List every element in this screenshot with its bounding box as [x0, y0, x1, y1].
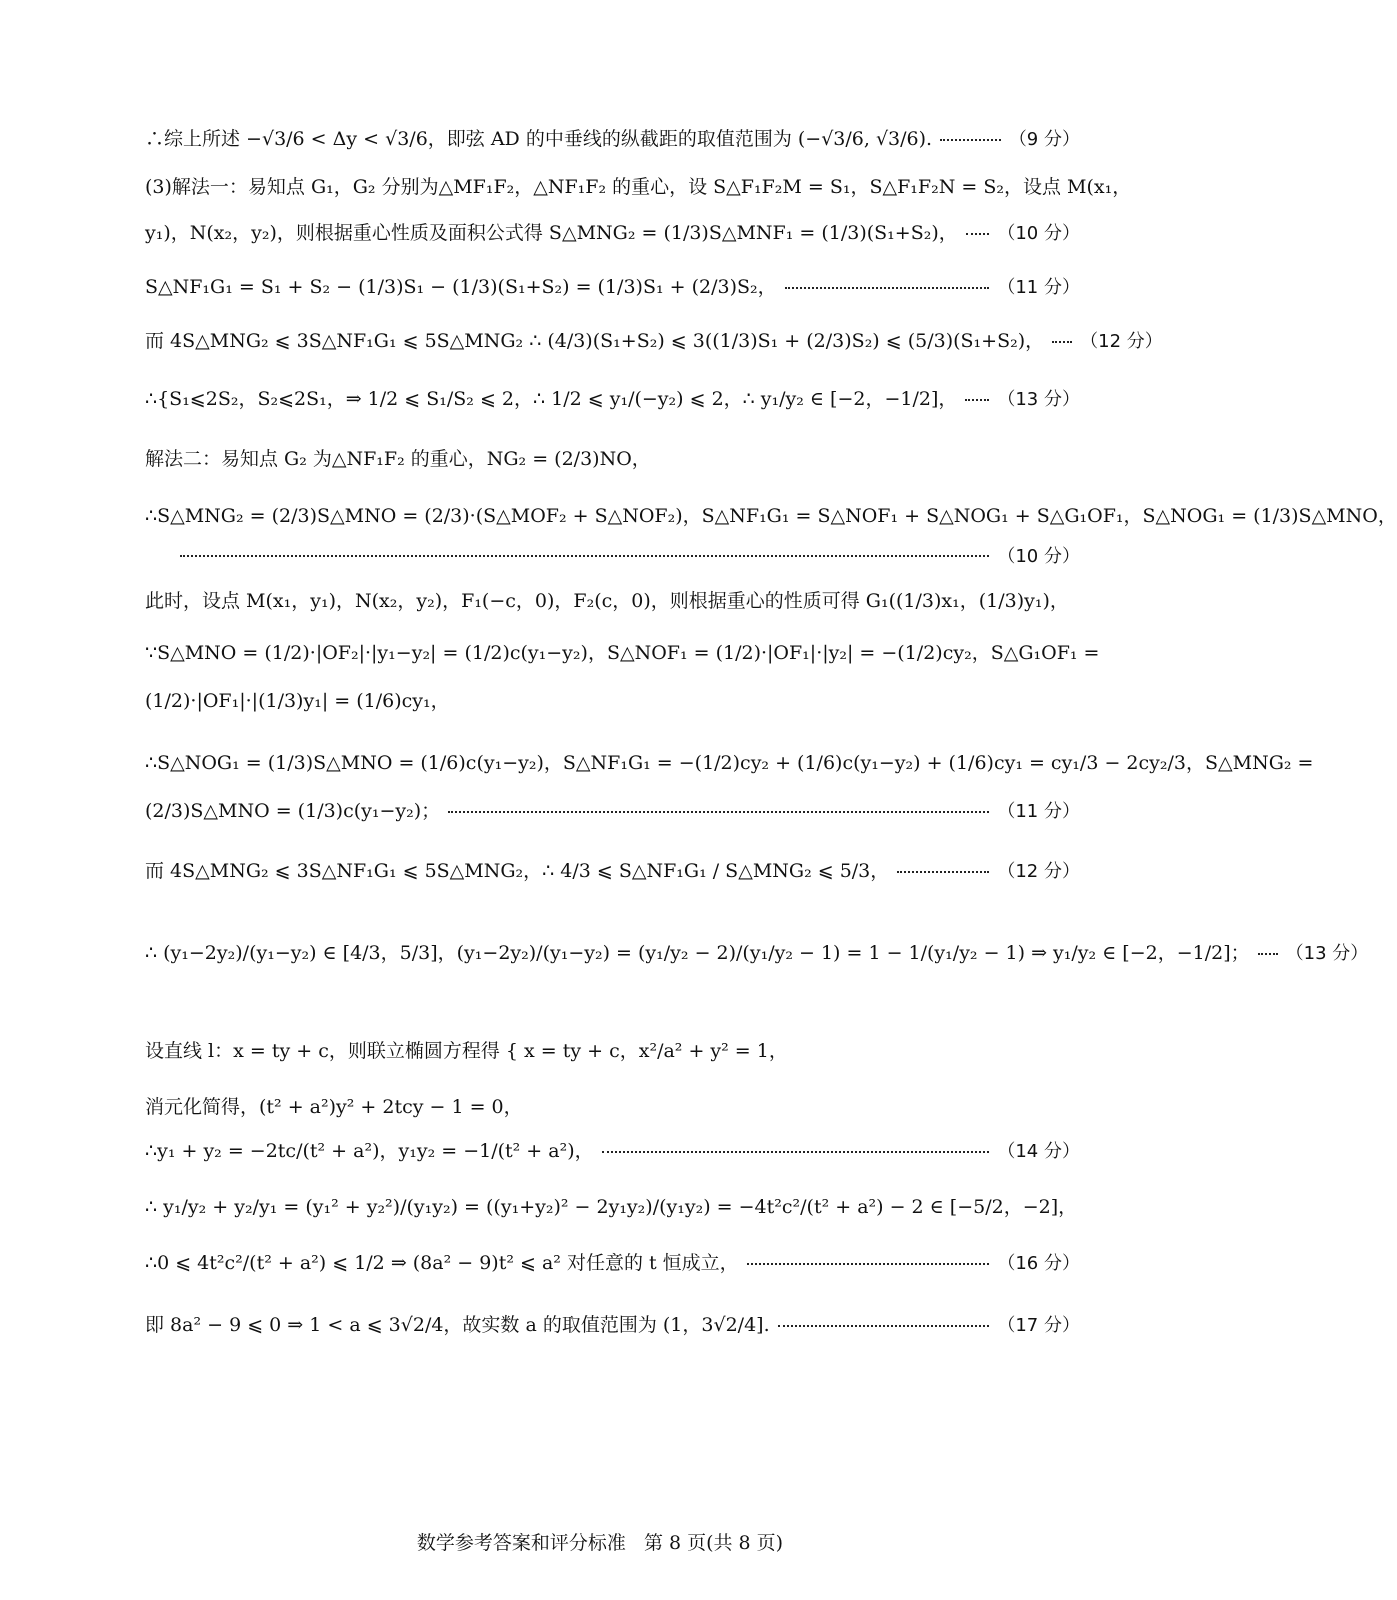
- leader-dots: [1052, 340, 1072, 343]
- footer-page-number: 第 8 页(共 8 页): [643, 1532, 784, 1554]
- solution-line: [145, 1140, 1080, 1163]
- score-label: （13 分）: [997, 388, 1080, 410]
- continuation-dots-row: [180, 542, 1080, 568]
- leader-dots: [966, 232, 990, 235]
- score-label: （10 分）: [997, 546, 1080, 567]
- score-label: （14 分）: [997, 1140, 1080, 1162]
- leader-dots: [180, 554, 989, 557]
- leader-dots: [785, 286, 990, 289]
- leader-dots: [940, 138, 1001, 141]
- leader-dots: [965, 398, 989, 401]
- line-text: ∴S△MNG₂ = (2/3)S△MNO = (2/3)·(S△MOF₂ + S△NOF₂)，S△NF₁G₁ = S△NOF₁ + S△NOG₁ + S△G₁OF₁，S△NOG₁ = (1/3)S△MNO，: [145, 505, 1397, 527]
- solution-line: [145, 448, 1080, 471]
- line-text: (1/2)·|OF₁|·|(1/3)y₁| = (1/6)cy₁，: [145, 690, 450, 712]
- solution-line: [145, 276, 1080, 299]
- leader-dots: [602, 1150, 990, 1153]
- solution-line: [145, 1096, 1080, 1119]
- footer-title: 数学参考答案和评分标准: [416, 1532, 626, 1554]
- leader-dots: [1258, 952, 1278, 955]
- solution-line: [145, 176, 1132, 199]
- line-text: ∴ (y₁−2y₂)/(y₁−y₂) ∈ [4/3，5/3]，(y₁−2y₂)/(y₁−y₂) = (y₁/y₂ − 2)/(y₁/y₂ − 1) = 1 − 1/(y₁/y₂ − 1) ⇒ y₁/y₂ ∈ [−2，−1/2]；: [145, 942, 1250, 964]
- score-label: （13 分）: [1285, 942, 1369, 964]
- line-text: S△NF₁G₁ = S₁ + S₂ − (1/3)S₁ − (1/3)(S₁+S₂) = (1/3)S₁ + (2/3)S₂，: [145, 276, 777, 298]
- line-text: 而 4S△MNG₂ ⩽ 3S△NF₁G₁ ⩽ 5S△MNG₂ ∴ (4/3)(S₁+S₂) ⩽ 3((1/3)S₁ + (2/3)S₂) ⩽ (5/3)(S₁+S₂)，: [145, 330, 1045, 352]
- page-footer: [0, 1528, 1200, 1555]
- line-text: ∴S△NOG₁ = (1/3)S△MNO = (1/6)c(y₁−y₂)，S△NF₁G₁ = −(1/2)cy₂ + (1/6)c(y₁−y₂) + (1/6)cy₁ = cy₁/3 − 2cy₂/3，S△MNG₂ =: [145, 752, 1314, 774]
- score-label: （12 分）: [1080, 330, 1163, 352]
- line-text: (3)解法一：易知点 G₁，G₂ 分别为△MF₁F₂，△NF₁F₂ 的重心，设 S△F₁F₂M = S₁，S△F₁F₂N = S₂，设点 M(x₁，: [145, 176, 1132, 198]
- line-text: ∵S△MNO = (1/2)·|OF₂|·|y₁−y₂| = (1/2)c(y₁−y₂)，S△NOF₁ = (1/2)·|OF₁|·|y₂| = −(1/2)cy₂，S△G₁OF₁ =: [145, 642, 1100, 664]
- leader-dots: [747, 1262, 990, 1265]
- leader-dots: [778, 1324, 990, 1327]
- score-label: （11 分）: [997, 800, 1080, 822]
- score-label: （9 分）: [1008, 128, 1080, 150]
- solution-line: [145, 1040, 1080, 1063]
- solution-line: [145, 860, 1080, 883]
- score-label: （11 分）: [997, 276, 1080, 298]
- line-text: 此时，设点 M(x₁，y₁)，N(x₂，y₂)，F₁(−c，0)，F₂(c，0)，则根据重心的性质可得 G₁((1/3)x₁，(1/3)y₁)，: [145, 590, 1069, 612]
- line-text: y₁)，N(x₂，y₂)，则根据重心性质及面积公式得 S△MNG₂ = (1/3)S△MNF₁ = (1/3)(S₁+S₂)，: [145, 222, 958, 244]
- solution-line: [145, 942, 1369, 965]
- line-text: ∴综上所述 −√3/6 < Δy < √3/6，即弦 AD 的中垂线的纵截距的取值范围为 (−√3/6, √3/6).: [145, 128, 933, 150]
- solution-line: [145, 388, 1080, 411]
- line-text: 设直线 l：x = ty + c，则联立椭圆方程得 { x = ty + c，x²/a² + y² = 1，: [145, 1040, 788, 1062]
- line-text: (2/3)S△MNO = (1/3)c(y₁−y₂)；: [145, 800, 441, 822]
- solution-line: [145, 128, 1080, 151]
- score-label: （12 分）: [997, 860, 1080, 882]
- line-text: 而 4S△MNG₂ ⩽ 3S△NF₁G₁ ⩽ 5S△MNG₂，∴ 4/3 ⩽ S△NF₁G₁ / S△MNG₂ ⩽ 5/3，: [145, 860, 890, 882]
- solution-line: [145, 690, 1080, 713]
- solution-line: [145, 505, 1397, 528]
- line-text: ∴y₁ + y₂ = −2tc/(t² + a²)，y₁y₂ = −1/(t² + a²)，: [145, 1140, 594, 1162]
- solution-line: [145, 590, 1080, 613]
- score-label: （16 分）: [997, 1252, 1080, 1274]
- score-label: （17 分）: [997, 1314, 1080, 1336]
- line-text: ∴{S₁⩽2S₂，S₂⩽2S₁，⇒ 1/2 ⩽ S₁/S₂ ⩽ 2，∴ 1/2 ⩽ y₁/(−y₂) ⩽ 2，∴ y₁/y₂ ∈ [−2，−1/2]，: [145, 388, 958, 410]
- solution-line: [145, 1252, 1080, 1275]
- solution-line: [145, 752, 1314, 775]
- line-text: ∴ y₁/y₂ + y₂/y₁ = (y₁² + y₂²)/(y₁y₂) = ((y₁+y₂)² − 2y₁y₂)/(y₁y₂) = −4t²c²/(t² + a²) − 2 ∈ [−5/2，−2]，: [145, 1196, 1078, 1218]
- line-text: 消元化简得，(t² + a²)y² + 2tcy − 1 = 0，: [145, 1096, 523, 1118]
- line-text: 即 8a² − 9 ⩽ 0 ⇒ 1 < a ⩽ 3√2/4，故实数 a 的取值范围为 (1，3√2/4].: [145, 1314, 770, 1336]
- solution-line: [145, 222, 1080, 245]
- solution-line: [145, 642, 1100, 665]
- score-label: （10 分）: [997, 222, 1080, 244]
- solution-line: [145, 800, 1080, 823]
- line-text: 解法二：易知点 G₂ 为△NF₁F₂ 的重心，NG₂ = (2/3)NO，: [145, 448, 651, 470]
- line-text: ∴0 ⩽ 4t²c²/(t² + a²) ⩽ 1/2 ⇒ (8a² − 9)t² ⩽ a² 对任意的 t 恒成立，: [145, 1252, 739, 1274]
- solution-line: [145, 1314, 1080, 1337]
- solution-line: [145, 330, 1163, 353]
- leader-dots: [448, 810, 989, 813]
- leader-dots: [897, 870, 989, 873]
- solution-line: [145, 1196, 1080, 1219]
